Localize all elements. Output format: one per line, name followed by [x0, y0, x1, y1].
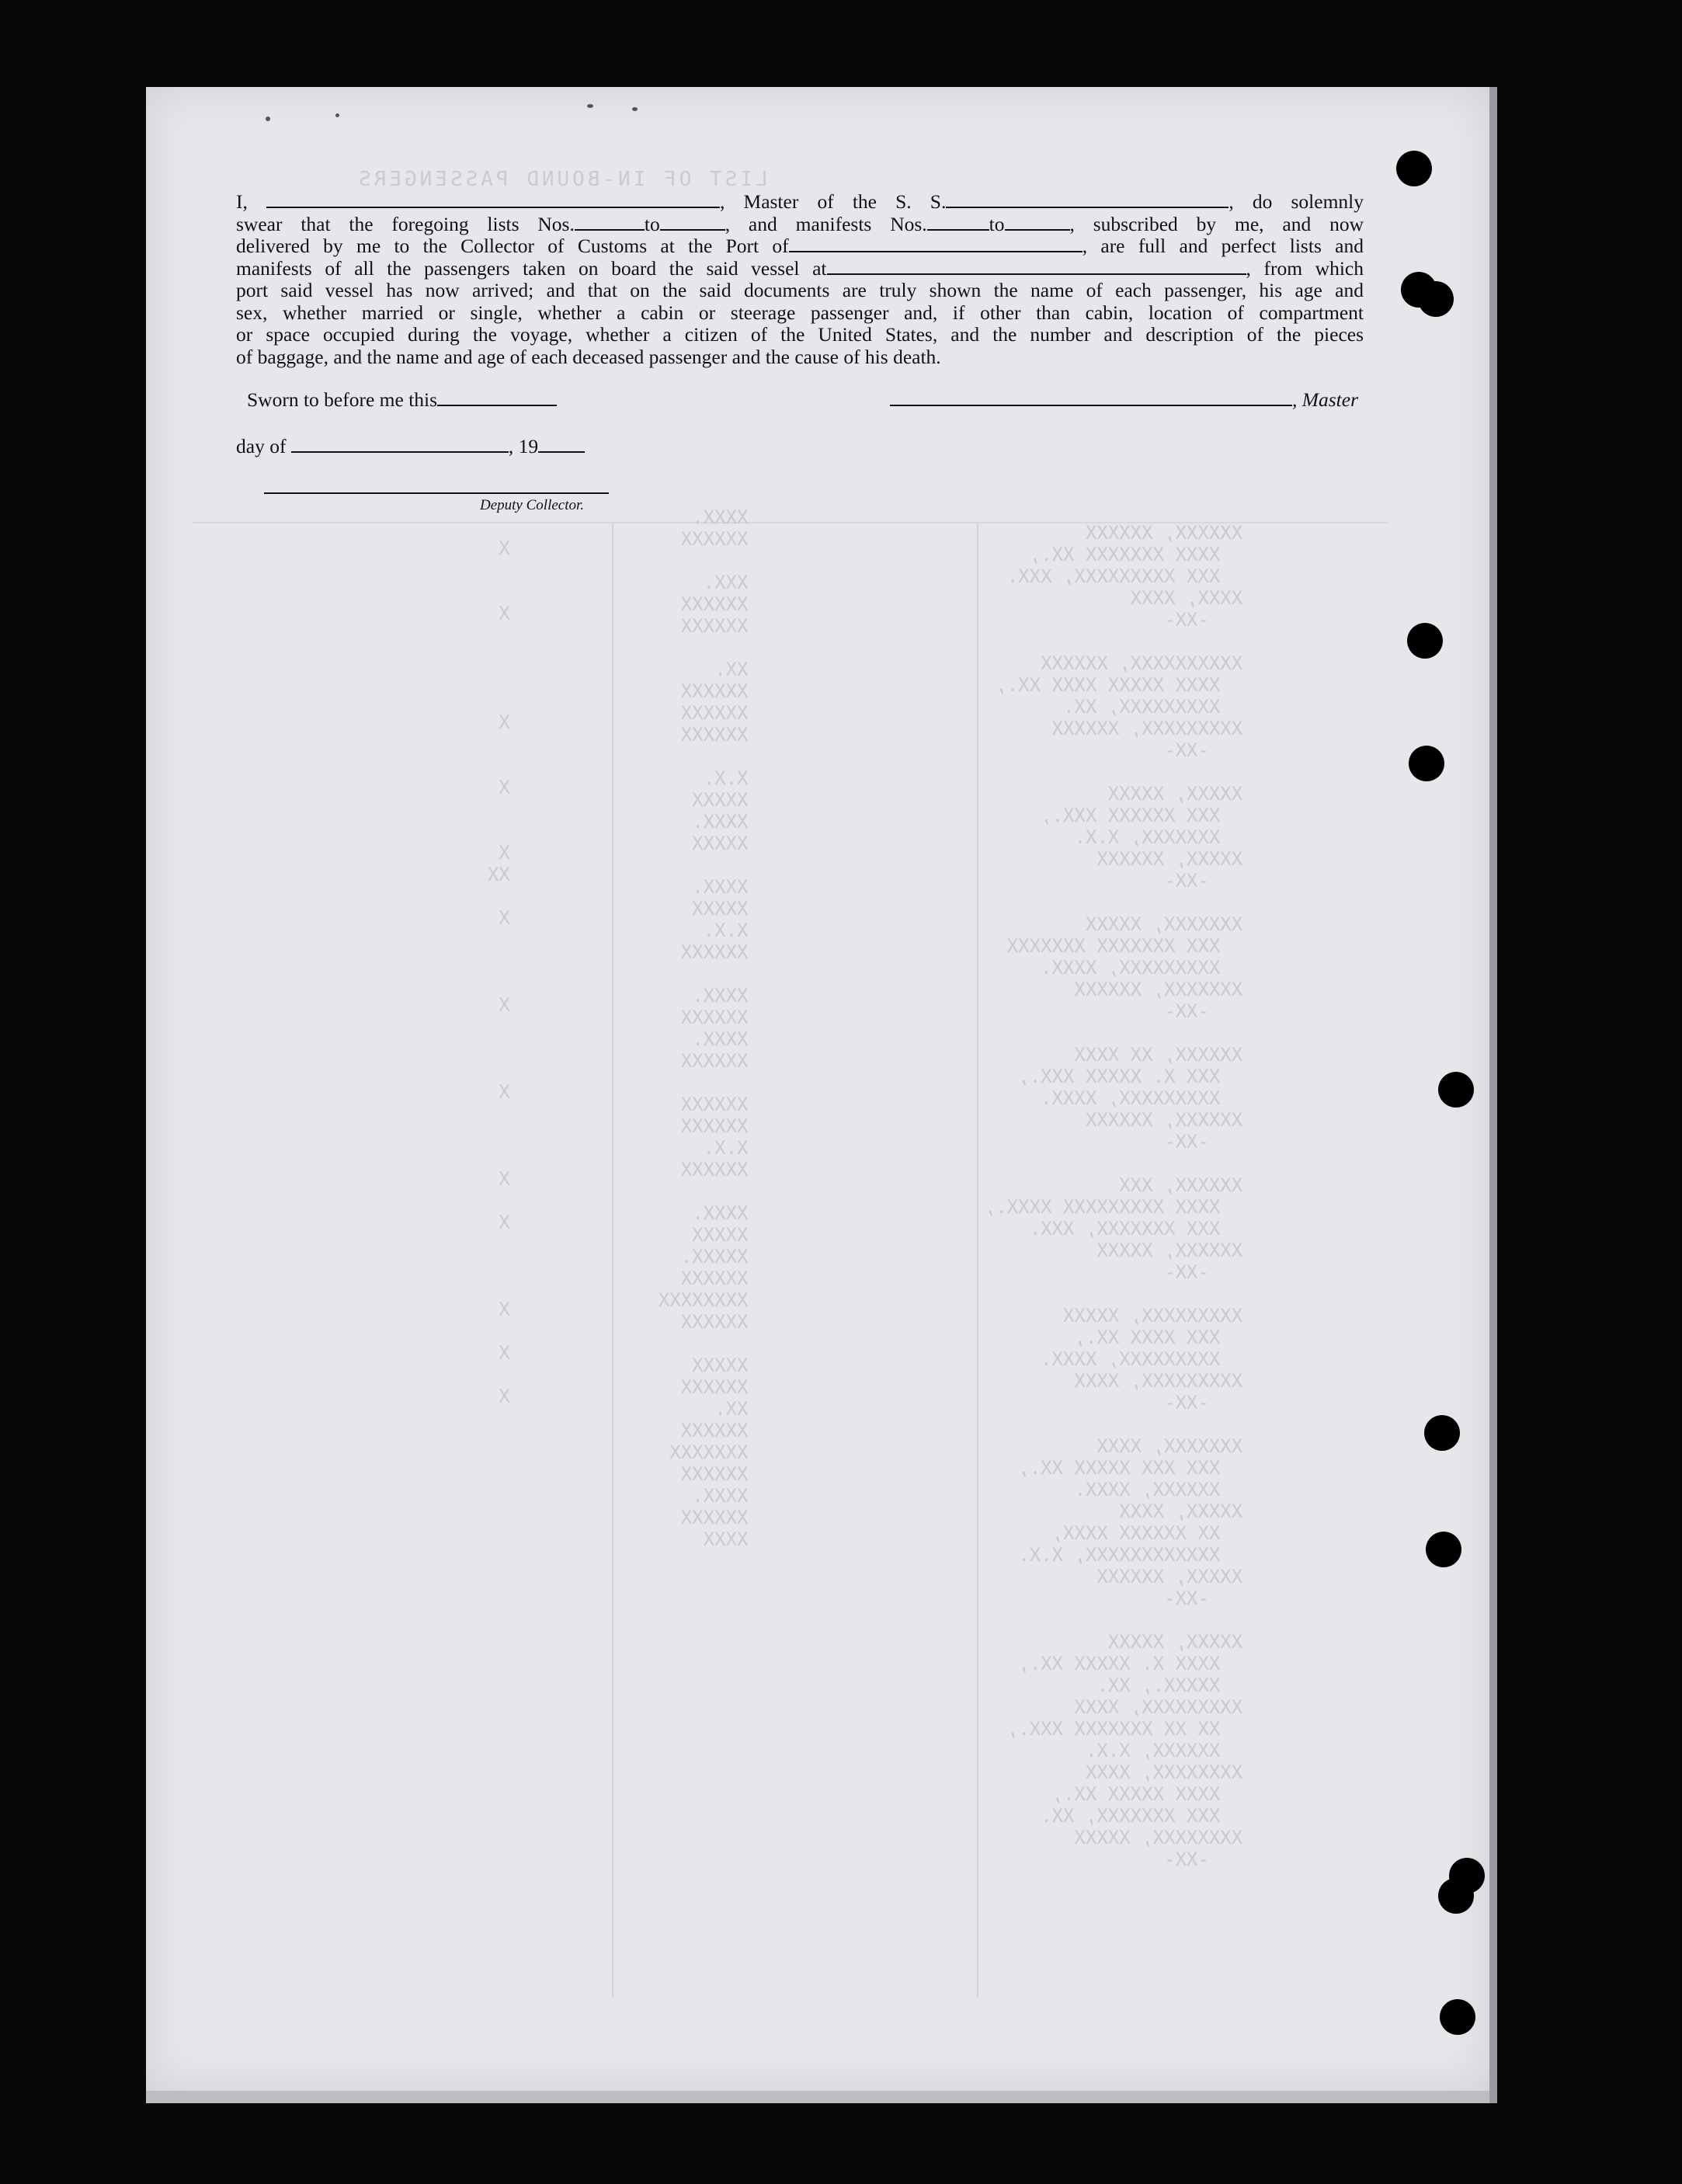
oath-line-2 — [236, 214, 1364, 236]
punch-hole — [1418, 281, 1454, 317]
bleed-through-header: LIST OF IN-BOUND PASSENGERS — [356, 168, 768, 191]
blank-departure-port[interactable] — [827, 259, 1246, 275]
blank-list-from[interactable] — [575, 215, 645, 231]
master-label: , Master — [1292, 388, 1358, 411]
oath-line-7: or space occupied during the voyage, whether a citizen of the United States, and the number and description of the pieces — [236, 323, 1364, 346]
punch-hole — [1409, 746, 1444, 781]
deputy-collector-label: Deputy Collector. — [480, 497, 585, 513]
sworn-label: Sworn to before me this — [247, 388, 438, 411]
oath-text: swear that the foregoing lists Nos. — [236, 212, 575, 235]
oath-text: , subscribed by me, and now — [1069, 212, 1364, 235]
ink-speck — [266, 117, 270, 121]
bleed-through-rule — [977, 522, 978, 1998]
oath-text: , do solemnly — [1228, 190, 1364, 213]
ink-speck — [335, 113, 339, 117]
oath-text: I, — [236, 190, 248, 213]
blank-master-signature[interactable] — [890, 391, 1292, 406]
blank-vessel-name[interactable] — [946, 193, 1228, 208]
bleed-through-text: XXXXXX, XXXXXX XXXX XXXXXXX XX., XXX XXXXXXXXX, XXX. XXXX, XXXX -XX- XXXXXXXXXX, XXXXXX XXXX XXXXX XXXX XX., XXXXXXXXX, XX. XXXXXXXXX, XXXXXX -XX- XXXXX, XXXXX XXX XXXXXX XXX., XXXXXXX, X.X. XXXXX, XXXXXX -XX- XXXXXXX, XXXXX XXX XXXXXXX XXXXXXX XXXXXXXXX, XXXX. XXXXXXX, XXXXXX -XX- XXXXXX, XX XXXX XXX X. XXXXX XXX., XXXXXXXXX, XXXX. XXXXXX, XXXXXX -XX- XXXXXX, XXX XXXX XXXXXXXXX XXXX., XXX XXXXXXX, XXX. XXXXXX, XXXXX -XX- XXXXXXXXX, XXXXX XXX XXXX XX., XXXXXXXXX, XXXX. XXXXXXXXX, XXXX -XX- XXXXXXX, XXXX XXX XXX XXXXX XX., XXXXXX, XXXX. XXXXX, XXXX XX XXXXXX XXXX, XXXXXXXXXXXX, X.X. XXXXX, XXXXXX -XX- XXXXX, XXXXX XXXX X. XXXXX XX., XXXXX., XX. XXXXXXXXX, XXXX XX XX XXXXXXX XXX., XXXXXX, X.X. XXXXXXXX, XXXX XXXX XXXXX XX., XXX XXXXXXX, XX. XXXXXXXX, XXXXX -XX- — [985, 522, 1243, 1870]
oath-line-3 — [236, 235, 1364, 258]
oath-text: manifests of all the passengers taken on board the said vessel at — [236, 256, 827, 280]
blank-sworn-day[interactable] — [437, 391, 557, 406]
oath-line-4 — [236, 258, 1364, 280]
punch-hole — [1426, 1532, 1461, 1567]
oath-text: , are full and perfect lists and — [1082, 235, 1364, 257]
page-edge-right — [1489, 87, 1497, 2103]
master-signature-line — [890, 388, 1358, 412]
ink-speck — [587, 104, 593, 108]
blank-manifest-from[interactable] — [927, 215, 989, 231]
day-of-label: day of — [236, 435, 287, 457]
oath-text: , from which — [1246, 256, 1364, 280]
ink-speck — [632, 107, 638, 111]
oath-text: , Master of the S. S. — [720, 190, 947, 213]
blank-manifest-to[interactable] — [1005, 215, 1070, 231]
blank-year[interactable] — [538, 437, 585, 453]
oath-line-1 — [236, 191, 1364, 214]
sworn-line — [247, 388, 557, 412]
oath-line-6: sex, whether married or single, whether a cabin or steerage passenger and, if other than cabin, location of compartment — [236, 301, 1364, 324]
oath-text: , and manifests Nos. — [725, 212, 927, 235]
punch-hole — [1438, 1878, 1474, 1914]
oath-text: delivered by me to the Collector of Customs at the Port of — [236, 235, 789, 257]
deputy-collector-signature-line[interactable] — [264, 492, 609, 494]
blank-master-name[interactable] — [266, 193, 720, 208]
blank-port[interactable] — [789, 237, 1083, 252]
punch-hole — [1396, 151, 1432, 186]
day-of-line — [236, 435, 585, 458]
bleed-through-text: XXXX. XXXXXX XXX. XXXXXX XXXXXX XX. XXXXXX XXXXXX XXXXXX X.X. XXXXX XXXX. XXXXX XXXX. XXXXX X.X. XXXXXX XXXX. XXXXXX XXXX. XXXXXX XXXXXX XXXXXX X.X. XXXXXX XXXX. XXXXX XXXXX. XXXXXX XXXXXXXX XXXXXX XXXXX XXXXXX XX. XXXXXX XXXXXXX XXXXXX XXXX. XXXXXX XXXX — [659, 506, 749, 1550]
blank-month[interactable] — [291, 437, 509, 453]
punch-hole — [1424, 1415, 1460, 1451]
oath-paragraph — [236, 191, 1364, 368]
bleed-through-text: X X X X X XX X X X X X X X X — [488, 537, 510, 1407]
oath-text: to — [644, 212, 660, 235]
punch-hole — [1438, 1072, 1474, 1108]
blank-list-to[interactable] — [660, 215, 725, 231]
oath-line-5: port said vessel has now arrived; and that on the said documents are truly shown the name of each passenger, his age and — [236, 279, 1364, 301]
punch-hole — [1440, 1999, 1475, 2035]
page-edge-bottom — [146, 2091, 1489, 2103]
bleed-through-rule — [612, 522, 613, 1998]
year-prefix: , 19 — [508, 435, 539, 457]
document-page — [146, 87, 1489, 2091]
oath-text: to — [989, 212, 1005, 235]
punch-hole — [1407, 623, 1443, 659]
oath-line-8: of baggage, and the name and age of each deceased passenger and the cause of his death. — [236, 345, 941, 368]
